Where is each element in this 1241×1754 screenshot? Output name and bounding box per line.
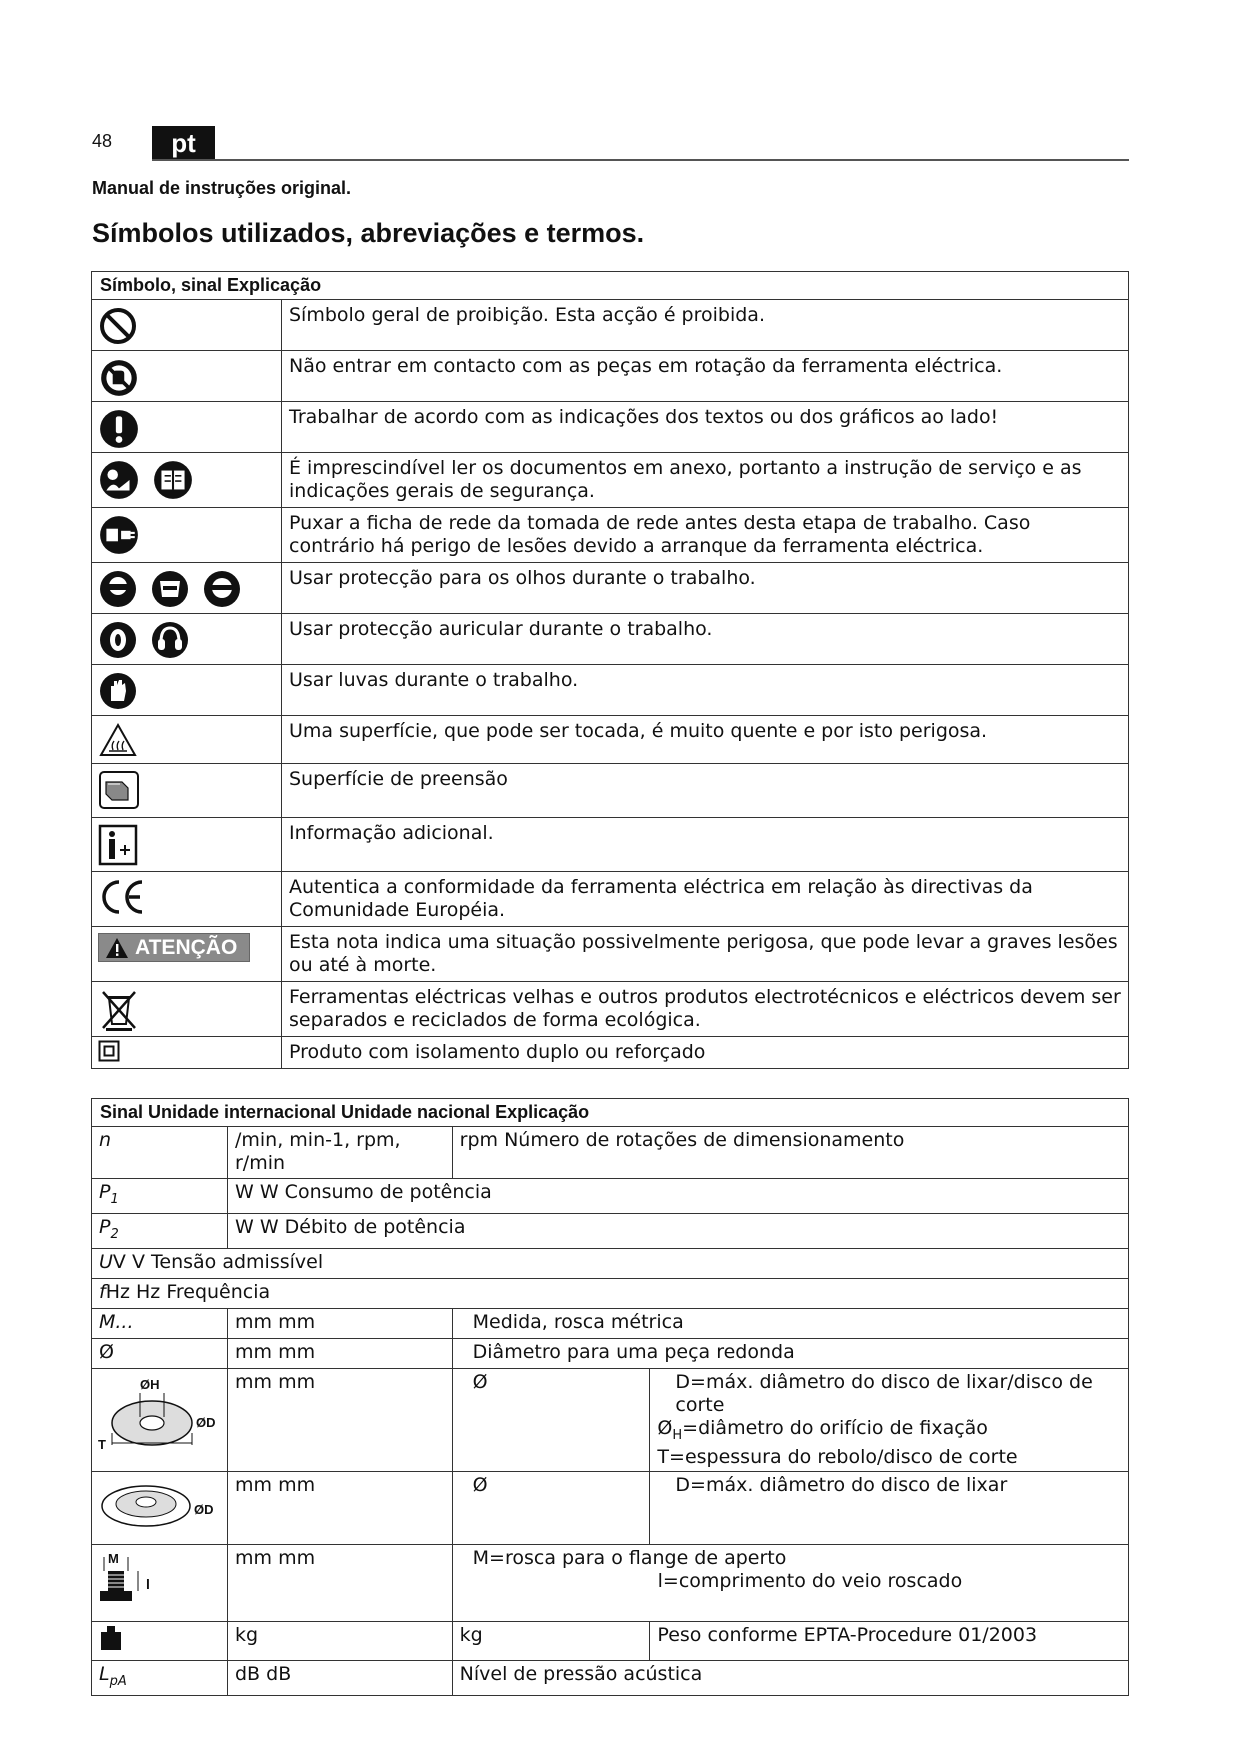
symbol-cell: Ø [452,1472,650,1545]
intl-unit: W [234,1215,254,1238]
double-insulation-icon [98,1040,120,1062]
language-badge: pt [152,126,215,160]
national-unit: W [259,1181,279,1203]
table-row [92,402,1129,453]
document-subtitle: Manual de instruções original. [92,178,352,198]
table-row [92,563,1129,614]
explanation-line: D=máx. diâmetro do disco de lixar [675,1474,1008,1497]
symbols-header-cell: Símbolo, sinal Explicação [92,272,1129,300]
manual-book-icon [152,459,194,501]
explanation-cell: Nível de pressão acústica [452,1661,1128,1696]
national-unit: mm [278,1310,316,1333]
national-unit: rpm [459,1129,499,1151]
units-explanation-cell [227,1179,1128,1214]
table-row [92,1545,1129,1622]
intl-unit: W [234,1181,254,1203]
explanation-cell: Peso conforme EPTA-Procedure 01/2003 [650,1622,1129,1661]
explanation-cell: Não entrar em contacto com as peças em rotação da ferramenta eléctrica. [282,351,1129,402]
table-row [92,1248,1129,1278]
explanation-cell: Diâmetro para uma peça redonda [452,1338,1128,1368]
symbol-cell [92,982,282,1037]
explanation-line: D=máx. diâmetro do disco de lixar/disco de corte [675,1370,1093,1416]
sign-cell: $P_2$ [92,1213,228,1248]
table-row [92,1213,1129,1248]
table-row [92,1622,1129,1661]
intl-unit-cell [227,1308,452,1338]
intl-unit: mm [234,1310,273,1333]
intl-unit: dB [234,1663,261,1686]
explanation-cell: Trabalhar de acordo com as indicações dos textos ou dos gráficos ao lado! [282,402,1129,453]
sign-cell: $P_1$ [92,1179,228,1214]
symbol-cell [92,563,282,614]
page-title: Símbolos utilizados, abreviações e termos. [92,218,645,248]
national-unit: mm [278,1370,316,1393]
grip-surface-icon [98,770,140,810]
warning-badge [98,933,250,962]
explanation-cell: Superfície de preensão [282,764,1129,818]
explanation-text: Tensão admissível [151,1250,324,1273]
thickness-label: T [98,1436,106,1452]
units-header-cell: Sinal Unidade internacional Unidade nacional Explicação [92,1099,1129,1127]
diameter-disc-label: ØD [196,1414,216,1430]
intl-unit-cell: kg [227,1622,452,1661]
exclamation-icon [98,408,140,450]
spindle-thread-diagram [94,1549,164,1611]
sign-cell [92,1368,228,1472]
sign-cell [92,1622,228,1661]
table-row [92,1127,1129,1179]
ce-mark-icon [98,878,146,916]
national-explanation-cell [452,1127,1128,1179]
national-unit: mm [278,1474,316,1497]
units-table [91,1098,1129,1696]
length-label: l [146,1576,150,1593]
weee-bin-icon [98,988,140,1032]
table-row [92,818,1129,872]
explanation-line: T=espessura do rebolo/disco de corte [657,1446,1018,1469]
table-row [92,508,1129,563]
pad-diameter-label: ØD [194,1502,214,1518]
symbol-cell [92,665,282,716]
table-row [92,872,1129,927]
explanation-cell: Símbolo geral de proibição. Esta acção é proibida. [282,300,1129,351]
explanation-cell: Produto com isolamento duplo ou reforçado [282,1037,1129,1069]
eye-protection-icon [98,569,138,609]
national-unit: mm [278,1547,316,1570]
no-touch-rotating-icon [98,357,140,399]
explanation-text: Consumo de potência [284,1181,492,1203]
symbol-cell [92,716,282,764]
national-unit: W [259,1215,279,1238]
ear-protection-icon [150,620,190,660]
header-rule [152,159,1129,161]
explanation-cell: Puxar a ficha de rede da tomada de rede antes desta etapa de trabalho. Caso contrário há perigo de lesões devido a arranque da ferramenta eléctrica. [282,508,1129,563]
explanation-cell: Medida, rosca métrica [452,1308,1128,1338]
table-row [92,716,1129,764]
disc-dimensions-diagram [94,1373,222,1453]
diameter-hole-label: ØH [140,1376,160,1392]
intl-unit-cell [227,1545,452,1622]
symbol-cell [92,1037,282,1069]
national-unit: Hz [136,1280,161,1303]
table-row [92,1472,1129,1545]
explanation-cell [452,1545,1128,1622]
table-row [92,1179,1129,1214]
sign-cell: n [92,1127,228,1179]
table-row [92,1037,1129,1069]
goggles-icon [202,569,242,609]
sign-cell [92,1545,228,1622]
symbols-table [91,271,1129,1069]
info-icon [98,824,138,866]
explanation-cell [650,1472,1129,1545]
table-row [92,300,1129,351]
intl-unit-cell [227,1368,452,1472]
table-row [92,351,1129,402]
table-row [92,1338,1129,1368]
explanation-cell [650,1368,1129,1472]
explanation-line: $Ø_H=diâmetro$ do orifício de fixação [657,1416,988,1443]
national-unit: dB [266,1663,292,1686]
thread-label: M [108,1551,119,1567]
explanation-cell: Ferramentas eléctricas velhas e outros produtos electrotécnicos e eléctricos devem ser separados e reciclados de forma ecológica. [282,982,1129,1037]
symbol-cell [92,764,282,818]
table-row [92,927,1129,982]
symbol-cell [92,614,282,665]
symbol-cell [92,351,282,402]
sign-cell: $L_{pA}$ [92,1661,228,1696]
weight-icon [99,1624,123,1652]
sign-cell: Ø [92,1338,228,1368]
symbol-cell [92,818,282,872]
explanation-cell: Uma superfície, que pode ser tocada, é muito quente e por isto perigosa. [282,716,1129,764]
table-row [92,1308,1129,1338]
warning-triangle-icon [105,937,129,959]
intl-unit-cell [227,1127,452,1179]
symbols-table-header [92,272,1129,300]
explanation-cell: Esta nota indica uma situação possivelmente perigosa, que pode levar a graves lesões ou até à morte. [282,927,1129,982]
explanation-cell: Usar luvas durante o trabalho. [282,665,1129,716]
symbol-cell [92,402,282,453]
explanation-cell: Informação adicional. [282,818,1129,872]
symbol-cell [92,872,282,927]
units-explanation-cell [227,1213,1128,1248]
sign-cell [92,1472,228,1545]
intl-unit: mm [234,1474,273,1497]
sign-text: f [99,1280,106,1303]
warning-badge-label: ATENÇÃO [135,936,238,959]
ear-plugs-icon [98,620,138,660]
explanation-text: Débito de potência [284,1215,466,1238]
national-unit: mm [278,1340,316,1363]
symbol-cell [92,927,282,982]
symbol-cell [92,508,282,563]
explanation-text: Frequência [166,1280,271,1303]
table-row [92,764,1129,818]
table-row [92,1278,1129,1308]
intl-unit-text: /min, min-1, rpm, r/min [234,1129,401,1174]
intl-unit: Hz [105,1280,130,1303]
prohibition-icon [98,306,138,346]
sanding-pad-diagram [94,1476,222,1534]
table-row [92,665,1129,716]
national-unit-cell: kg [452,1622,650,1661]
table-row [92,453,1129,508]
explanation-cell: É imprescindível ler os documentos em anexo, portanto a instrução de serviço e as indicações gerais de segurança. [282,453,1129,508]
face-shield-icon [150,569,190,609]
intl-unit: mm [234,1547,273,1570]
intl-unit: mm [234,1370,273,1393]
hot-surface-icon [98,722,138,758]
table-row [92,614,1129,665]
intl-unit: mm [234,1340,273,1363]
explanation-cell: Autentica a conformidade da ferramenta eléctrica em relação às directivas da Comunidade Européia. [282,872,1129,927]
intl-unit-cell [227,1661,452,1696]
explanation-cell: Usar protecção auricular durante o trabalho. [282,614,1129,665]
symbol-cell [92,453,282,508]
intl-unit: V [112,1250,126,1273]
intl-unit-cell [227,1338,452,1368]
table-row [92,982,1129,1037]
page-number: 48 [92,131,113,151]
intl-unit-cell [227,1472,452,1545]
table-row [92,1368,1129,1472]
unplug-icon [98,514,140,556]
units-row-cell [92,1248,1129,1278]
explanation-line: M=rosca para o flange de aperto [472,1547,787,1570]
symbol-cell [92,300,282,351]
units-table-header [92,1099,1129,1127]
explanation-line: l=comprimento do veio roscado [657,1570,963,1593]
read-manual-icon [98,459,140,501]
sign-cell: M... [92,1308,228,1338]
symbol-cell: Ø [452,1368,650,1472]
sign-text: U [99,1250,113,1273]
units-row-cell [92,1278,1129,1308]
explanation-text: Número de rotações de dimensionamento [504,1129,905,1151]
explanation-cell: Usar protecção para os olhos durante o trabalho. [282,563,1129,614]
national-unit: V [131,1250,145,1273]
gloves-icon [98,671,138,711]
table-row [92,1661,1129,1696]
